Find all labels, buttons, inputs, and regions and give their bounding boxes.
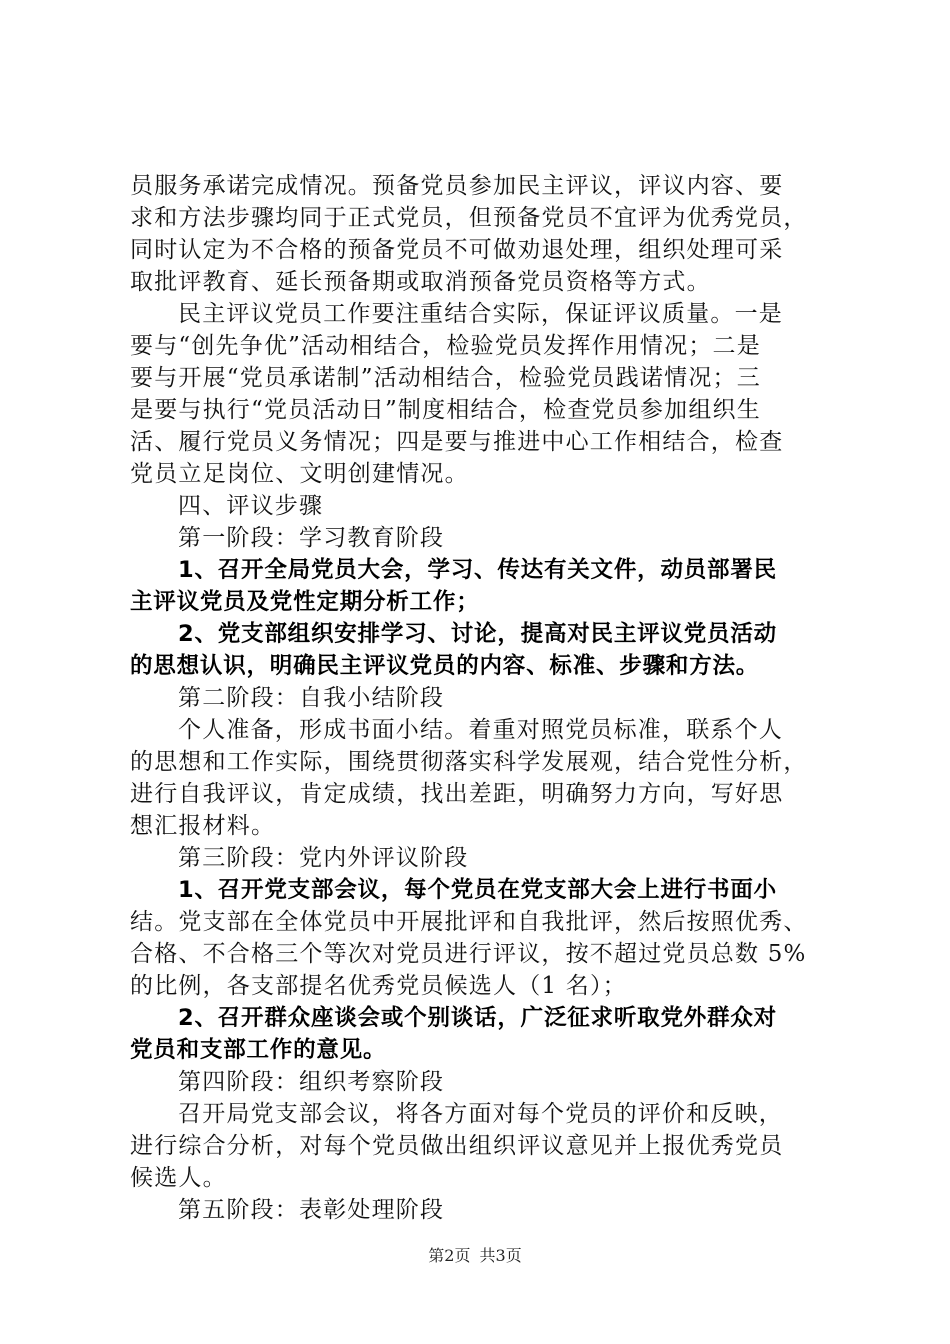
body-text <box>130 170 828 1226</box>
text-line: 民主评议党员工作要注重结合实际，保证评议质量。一是 <box>178 301 783 327</box>
text-line: 是要与执行“党员活动日”制度相结合，检查党员参加组织生 <box>130 397 761 423</box>
text-line: 第一阶段：学习教育阶段 <box>178 525 445 551</box>
text-line: 1、召开党支部会议，每个党员在党支部大会上进行书面小 <box>178 877 777 903</box>
text-line: 1、召开全局党员大会，学习、传达有关文件，动员部署民 <box>178 557 777 583</box>
text-line: 想汇报材料。 <box>130 813 276 839</box>
text-line: 取批评教育、延长预备期或取消预备党员资格等方式。 <box>130 269 711 295</box>
text-line: 党员和支部工作的意见。 <box>130 1037 387 1063</box>
text-line: 第四阶段：组织考察阶段 <box>178 1069 445 1095</box>
text-line: 2、召开群众座谈会或个别谈话，广泛征求听取党外群众对 <box>178 1005 777 1031</box>
text-line: 第二阶段：自我小结阶段 <box>178 685 445 711</box>
text-line: 2、党支部组织安排学习、讨论，提高对民主评议党员活动 <box>178 621 777 647</box>
text-line: 个人准备，形成书面小结。着重对照党员标准，联系个人 <box>178 717 783 743</box>
text-line: 员服务承诺完成情况。预备党员参加民主评议，评议内容、要 <box>130 173 784 199</box>
text-line: 要与开展“党员承诺制”活动相结合，检验党员践诺情况；三 <box>130 365 761 391</box>
text-line: 求和方法步骤均同于正式党员，但预备党员不宜评为优秀党员， <box>130 205 808 231</box>
page-footer: 第2页 共3页 <box>428 1246 522 1265</box>
text-line: 候选人。 <box>130 1165 227 1191</box>
text-line: 的思想和工作实际，围绕贯彻落实科学发展观，结合党性分析， <box>130 749 808 775</box>
text-line: 第五阶段：表彰处理阶段 <box>178 1197 445 1223</box>
text-line: 同时认定为不合格的预备党员不可做劝退处理，组织处理可采 <box>130 237 784 263</box>
text-line: 活、履行党员义务情况；四是要与推进中心工作相结合，检查 <box>130 429 784 455</box>
text-line: 进行综合分析，对每个党员做出组织评议意见并上报优秀党员 <box>130 1133 784 1159</box>
text-line: 结。党支部在全体党员中开展批评和自我批评，然后按照优秀、 <box>130 909 808 935</box>
text-line: 召开局党支部会议，将各方面对每个党员的评价和反映， <box>178 1101 783 1127</box>
text-line: 要与“创先争优”活动相结合，检验党员发挥作用情况；二是 <box>130 333 761 359</box>
text-line: 党员立足岗位、文明创建情况。 <box>130 461 469 487</box>
text-line: 的思想认识，明确民主评议党员的内容、标准、步骤和方法。 <box>130 653 760 679</box>
text-line: 进行自我评议，肯定成绩，找出差距，明确努力方向，写好思 <box>130 781 784 807</box>
text-line: 第三阶段：党内外评议阶段 <box>178 845 469 871</box>
text-line: 的比例，各支部提名优秀党员候选人（1 名）； <box>130 973 627 999</box>
text-line: 合格、不合格三个等次对党员进行评议，按不超过党员总数 5% <box>130 941 807 967</box>
text-line: 主评议党员及党性定期分析工作； <box>130 589 480 615</box>
text-line: 四、评议步骤 <box>178 493 324 519</box>
